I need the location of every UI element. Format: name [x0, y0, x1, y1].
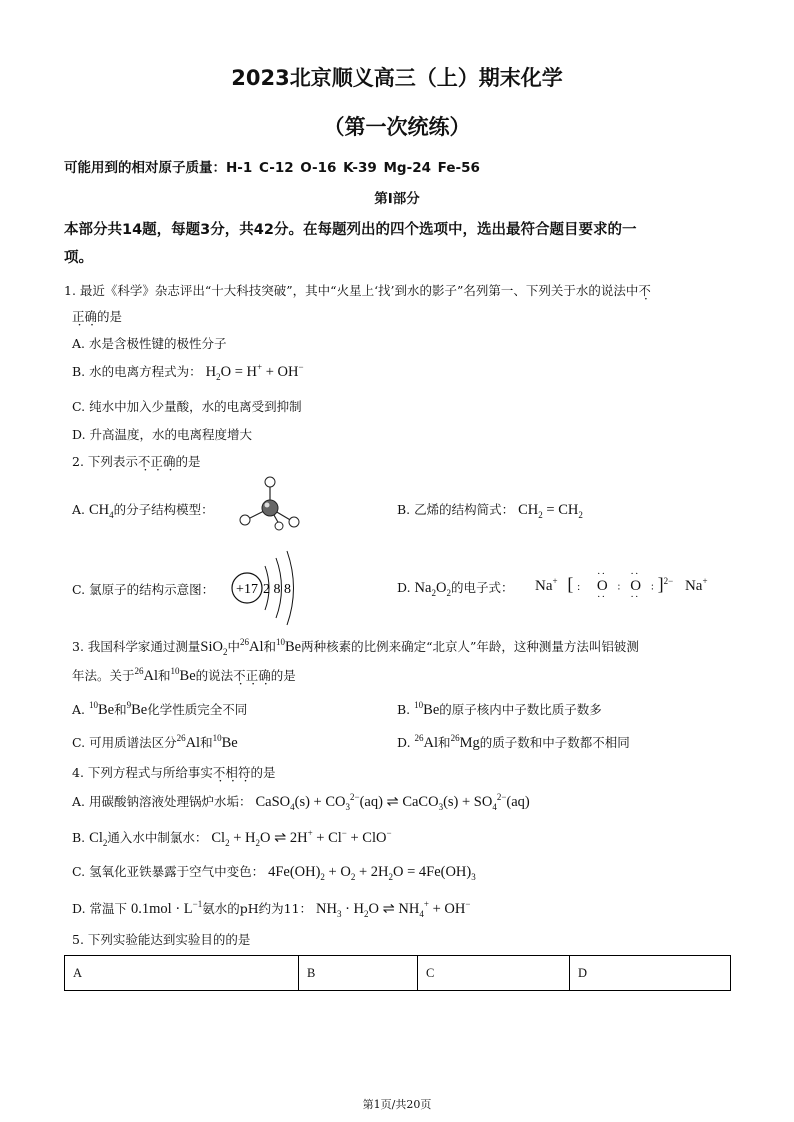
q2-option-d: D. $Na_2O_2$的电子式： — [397, 580, 514, 598]
q3-option-c: C. 可用质谱法区分$^{26}$Al和$^{10}$Be — [72, 733, 238, 751]
q5-options-table — [64, 955, 731, 991]
table-row — [65, 956, 731, 991]
part1-heading: 第I部分 — [374, 191, 420, 207]
q1-option-a: A. 水是含极性键的极性分子 — [72, 336, 227, 351]
q2-option-a: A. $CH_4$的分子结构模型： — [72, 502, 214, 520]
q4-option-a: A. 用碳酸钠溶液处理锅炉水垢： CaSO$_4$(s) + $CO_3^{2-}(aq)$ ⇌ CaCO$_3$(s) + $SO_4^{2-}(aq)$ — [72, 792, 530, 812]
nucleus-charge: +17 — [236, 582, 258, 597]
part1-intro-line2: 项。 — [64, 250, 93, 266]
q5-col-a: A — [65, 956, 299, 991]
part1-intro-line1: 本部分共14题，每题3分，共42分。在每题列出的四个选项中，选出最符合题目要求的一 — [64, 222, 637, 238]
q2-option-b: B. 乙烯的结构简式： $CH_2 = CH_2$ — [397, 502, 583, 520]
q1-stem-line2: 正确的是 — [72, 309, 123, 324]
q3-option-a: A. $^{10}$Be和$^9$Be化学性质完全不同 — [72, 700, 248, 718]
chlorine-atom-structure-diagram — [229, 548, 301, 628]
sodium-peroxide-electron-formula: Na+ [ : ·· O ·· : ·· O ·· : ]$^{2-}$ Na+ — [535, 568, 708, 603]
q4-option-b: B. $Cl_2$通入水中制氯水： $Cl_2 + H_2O$ ⇌ 2H+ + Cl− + ClO− — [72, 828, 392, 848]
exam-subtitle: （第一次统练） — [323, 115, 471, 139]
q5-col-c: C — [418, 956, 570, 991]
page-number: 第1页/共20页 — [362, 1098, 432, 1111]
atomic-masses: 可能用到的相对原子质量：H-1 C-12 O-16 K-39 Mg-24 Fe-56 — [64, 160, 480, 176]
q5-col-b: B — [299, 956, 418, 991]
q1-stem-line1: 1. 最近《科学》杂志评出“十大科技突破”，其中“火星上‘找’到水的影子”名列第一、下列关于水的说法中不 — [64, 283, 651, 298]
q3-stem-line1: 3. 我国科学家通过测量SiO$_2$中$^{26}$Al和$^{10}$Be两种核素的比例来确定“北京人”年龄，这种测量方法叫铝铍测 — [72, 637, 639, 657]
q4-option-d: D. 常温下 $0.1mol \cdot L^{-1}$氨水的pH约为11： $NH_3 \cdot H_2O$ ⇌ $NH_4^+ + OH^-$ — [72, 899, 471, 919]
q1-option-b: B. 水的电离方程式为： $H_2O = H^+ + OH^-$ — [72, 362, 304, 382]
q3-option-d: D. $^{26}$Al和$^{26}$Mg的质子数和中子数都不相同 — [397, 733, 630, 751]
q1-option-d: D. 升高温度，水的电离程度增大 — [72, 427, 253, 442]
q3-option-b: B. $^{10}$Be的原子核内中子数比质子数多 — [397, 700, 602, 718]
shell-electrons: 2 8 8 — [263, 582, 291, 597]
q5-stem: 5. 下列实验能达到实验目的的是 — [72, 932, 251, 947]
methane-ball-stick-model — [234, 474, 308, 532]
q3-stem-line2: 年法。关于$^{26}$Al和$^{10}$Be的说法不正确的是 — [72, 666, 296, 684]
exam-title: 2023北京顺义高三（上）期末化学 — [231, 66, 563, 90]
q2-option-c: C. 氯原子的结构示意图： — [72, 582, 215, 597]
q5-col-d: D — [570, 956, 731, 991]
q4-stem: 4. 下列方程式与所给事实不相符的是 — [72, 765, 276, 780]
q4-option-c: C. 氢氧化亚铁暴露于空气中变色： $4Fe(OH)_2 + O_2 + 2H_2O = 4Fe(OH)_3$ — [72, 864, 476, 882]
q2-stem: 2. 下列表示不正确的是 — [72, 454, 201, 469]
q1-option-c: C. 纯水中加入少量酸，水的电离受到抑制 — [72, 399, 302, 414]
